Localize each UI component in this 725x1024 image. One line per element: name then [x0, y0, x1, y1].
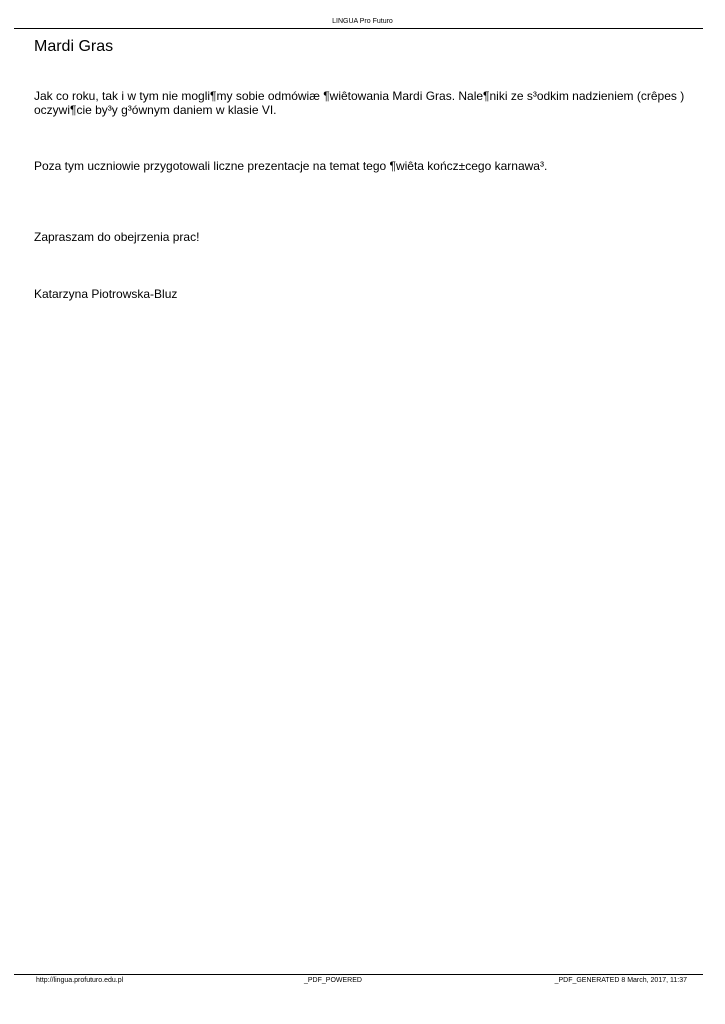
footer-divider: [14, 974, 703, 975]
article-paragraph-invitation: Zapraszam do obejrzenia prac!: [34, 230, 200, 244]
article-author: Katarzyna Piotrowska-Bluz: [34, 287, 178, 301]
header-site-title: LINGUA Pro Futuro: [332, 18, 393, 25]
article-paragraph-presentations: Poza tym uczniowie przygotowali liczne prezentacje na temat tego ¶wiêta kończ±cego karnawa³.: [34, 159, 548, 173]
page-title: Mardi Gras: [34, 38, 114, 55]
header-divider: [14, 28, 703, 29]
footer-generated: _PDF_GENERATED 8 March, 2017, 11:37: [554, 977, 687, 984]
footer-powered: _PDF_POWERED: [304, 977, 362, 984]
footer-url-link[interactable]: http://lingua.profuturo.edu.pl: [36, 977, 124, 984]
article-paragraph-intro: Jak co roku, tak i w tym nie mogli¶my sobie odmówiæ ¶wiêtowania Mardi Gras. Nale¶niki ze s³odkim nadzieniem (crêpes ) oczywi¶cie by³y g³ównym daniem w klasie VI.: [34, 89, 685, 117]
